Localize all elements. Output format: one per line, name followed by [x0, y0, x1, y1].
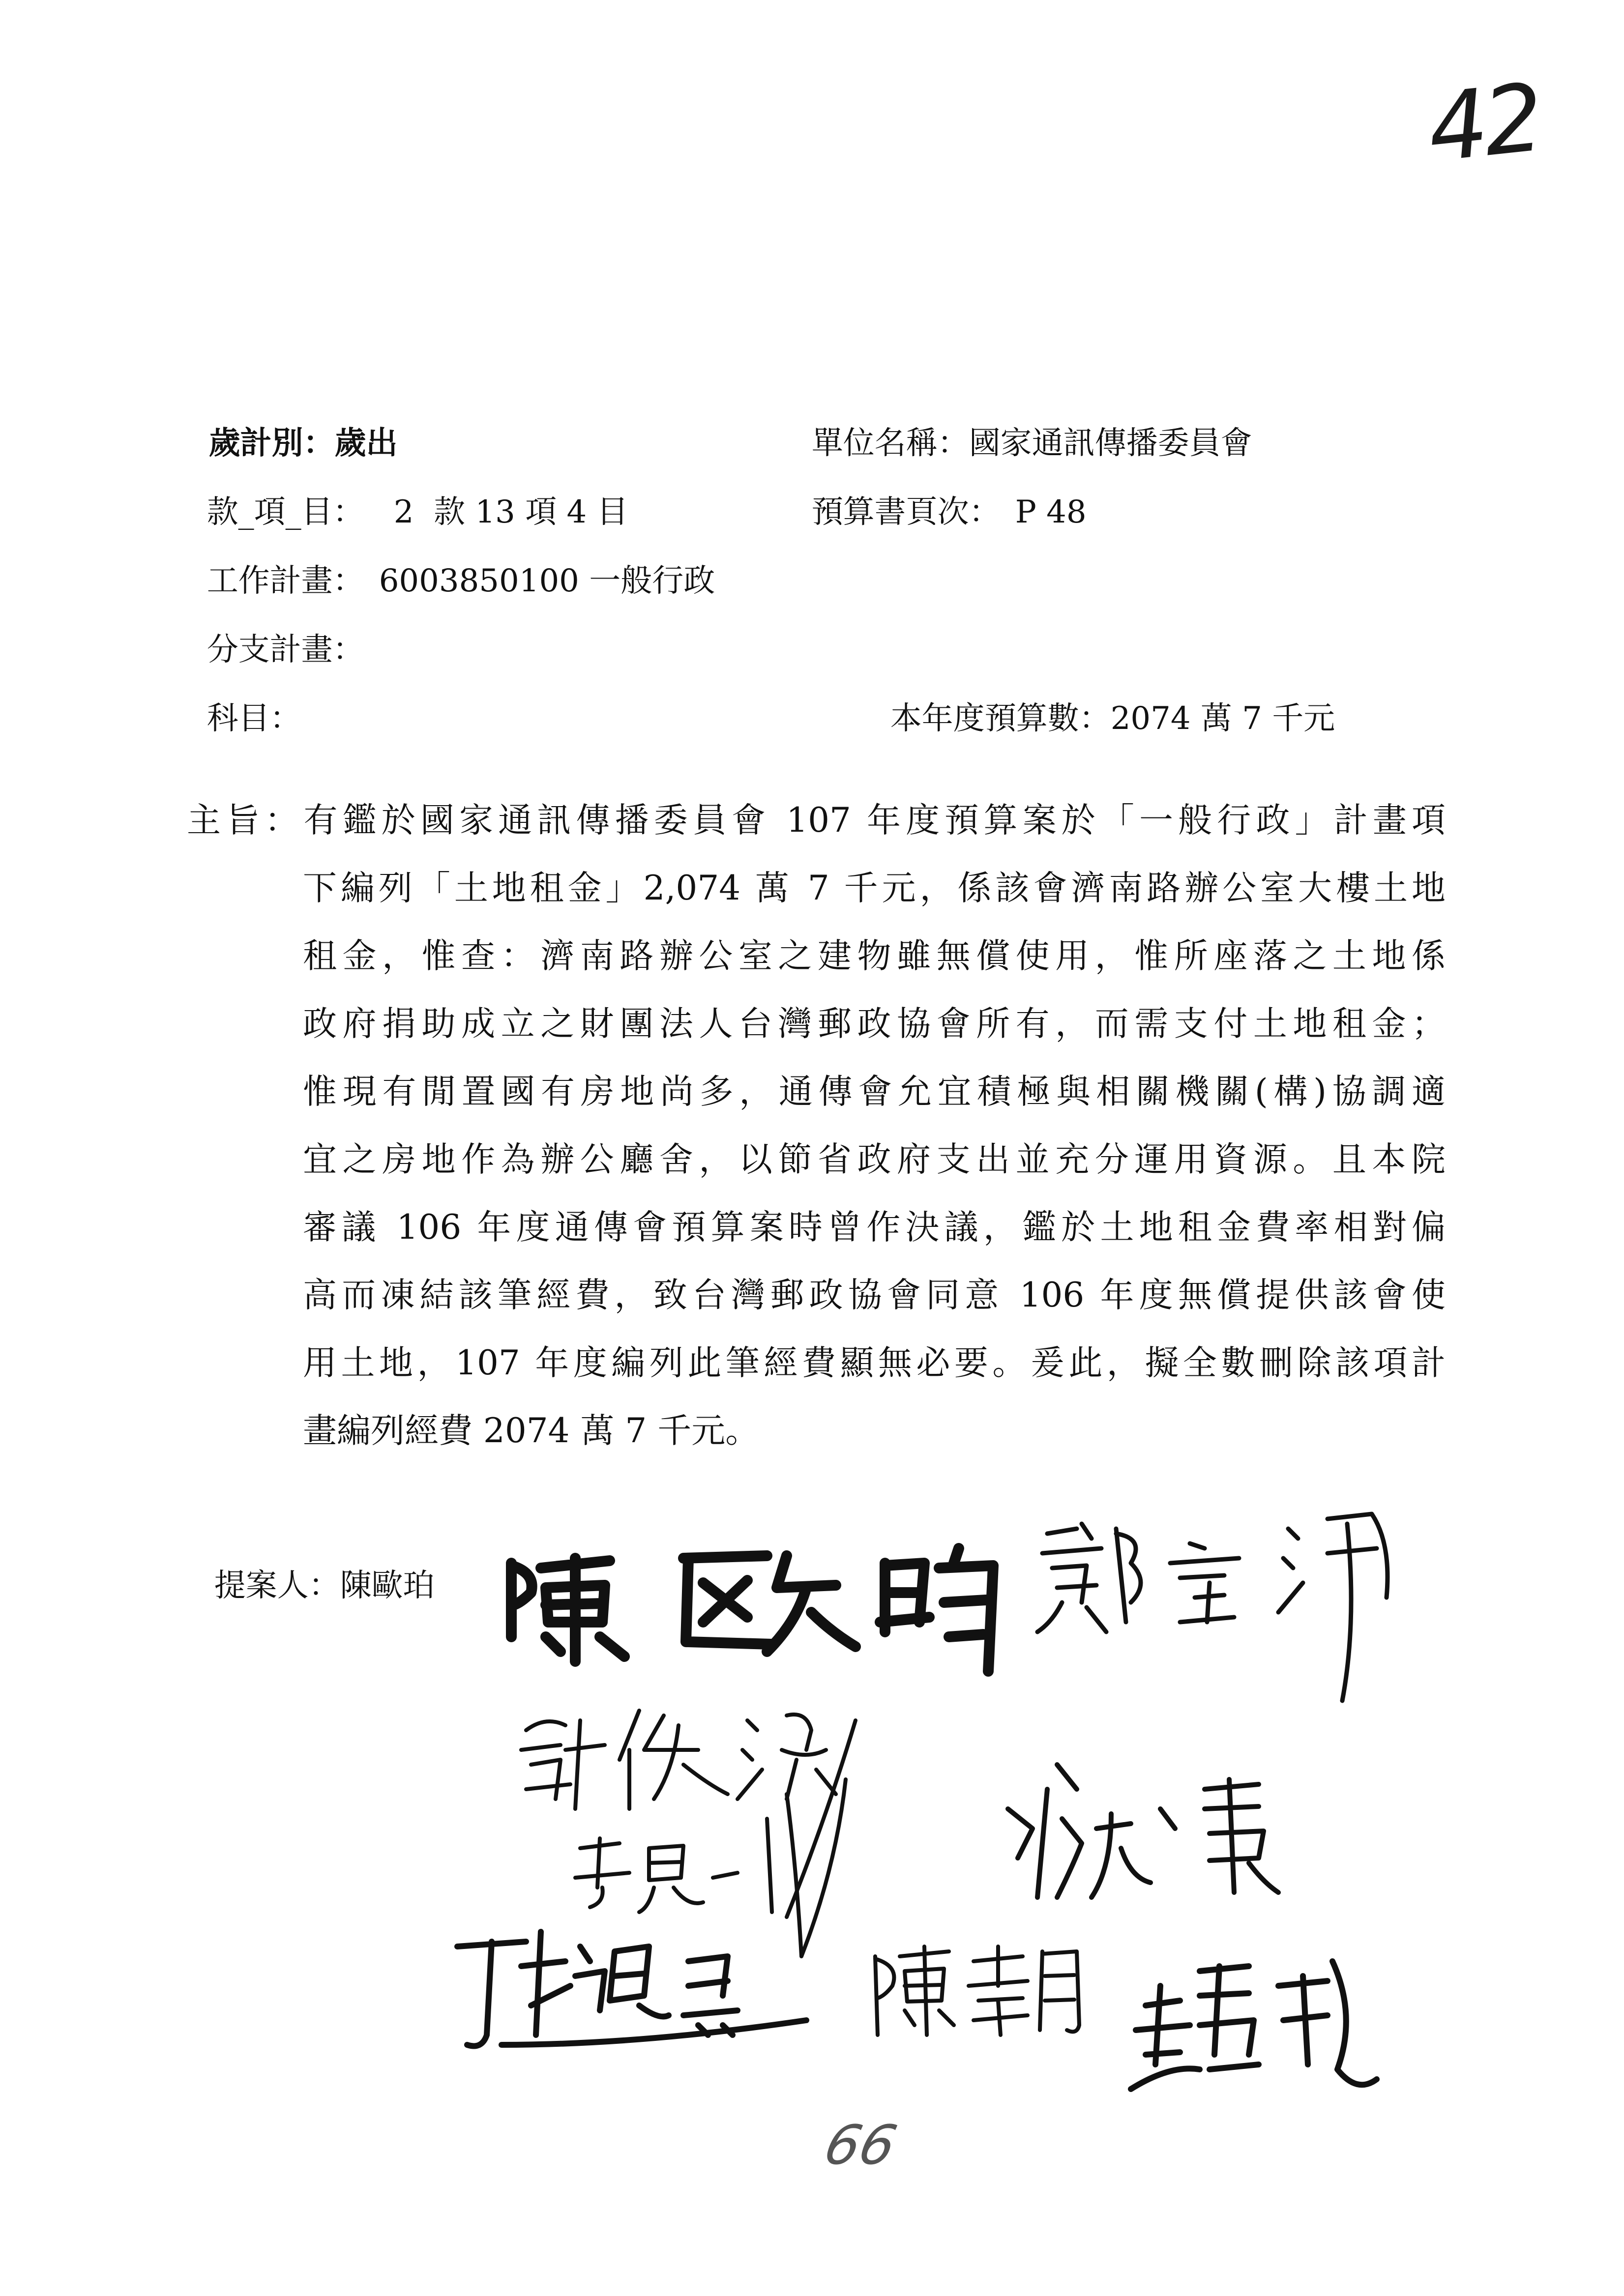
- bottom-page-number-handwritten: 66: [818, 2114, 903, 2177]
- signature-chung-chiapin: [521, 1711, 856, 1917]
- subject-line: 宜之房地作為辦公廳舍，以節省政府支出並充分運用資源。且本院: [303, 1140, 1446, 1179]
- subject-line: 惟現有閒置國有房地尚多，通傳會允宜積極與相關機關(構)協調適: [303, 1072, 1446, 1111]
- signature-ho-hsinchun: [1008, 1765, 1278, 1897]
- signature-tsai-peihui: [457, 1932, 806, 2046]
- section-value: 2 款 13 項 4 目: [393, 494, 628, 530]
- budget-type-value: 歲出: [334, 425, 398, 462]
- book-page-value: P 48: [1015, 494, 1087, 530]
- subject-line: 畫編列經費 2074 萬 7 千元。: [303, 1411, 760, 1451]
- signature-chen-oupo: [511, 1548, 993, 1671]
- work-plan-label: 工作計畫：: [207, 563, 364, 599]
- signature-cheng-paoching: [1037, 1514, 1388, 1701]
- book-page-label: 預算書頁次：: [811, 494, 1001, 530]
- page-number-handwritten: 42: [1423, 63, 1545, 183]
- proposer-name: 陳歐珀: [340, 1568, 435, 1604]
- subject-line: 審議 106 年度通傳會預算案時曾作決議，鑑於土地租金費率相對偏: [303, 1208, 1446, 1247]
- work-plan-value: 6003850100 一般行政: [379, 563, 715, 599]
- subject-line: 政府捐助成立之財團法人台灣郵政協會所有，而需支付土地租金；: [303, 1004, 1446, 1044]
- subject-line-text: 有鑑於國家通訊傳播委員會 107 年度預算案於「一般行政」計畫項: [303, 801, 1446, 840]
- subject-line: 用土地，107 年度編列此筆經費顯無必要。爰此，擬全數刪除該項計: [303, 1343, 1446, 1383]
- sub-plan-label: 分支計畫：: [207, 632, 364, 668]
- subject-line: 下編列「土地租金」2,074 萬 7 千元，係該會濟南路辦公室大樓土地: [303, 869, 1446, 908]
- annual-budget-value: 2074 萬 7 千元: [1110, 700, 1335, 737]
- section-label: 款_項_目：: [207, 494, 364, 530]
- subject-label: 主旨：: [187, 801, 304, 840]
- proposer-label: 提案人：: [214, 1568, 340, 1604]
- subject-item-label: 科目：: [207, 700, 301, 737]
- subject-line: 高而凍結該筆經費，致台灣郵政協會同意 106 年度無償提供該會使: [303, 1276, 1446, 1315]
- signature-chen-suyueh: [875, 1947, 1079, 2035]
- signature-chao-chengyu: [1131, 1961, 1377, 2089]
- subject-line: 租金，惟查：濟南路辦公室之建物雖無償使用，惟所座落之土地係: [303, 936, 1446, 976]
- unit-value: 國家通訊傳播委員會: [969, 425, 1252, 462]
- annual-budget-label: 本年度預算數：: [890, 700, 1111, 737]
- budget-type-label: 歲計別：: [208, 425, 335, 462]
- unit-label: 單位名稱：: [811, 425, 969, 462]
